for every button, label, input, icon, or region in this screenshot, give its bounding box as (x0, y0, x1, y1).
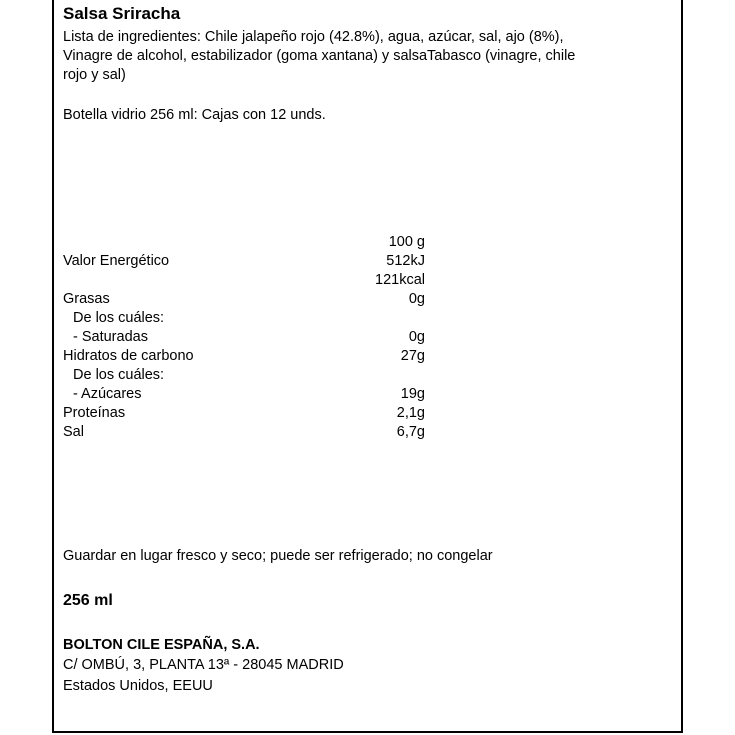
company-address: C/ OMBÚ, 3, PLANTA 13ª - 28045 MADRID (63, 657, 344, 673)
ingredients-line: rojo y sal) (63, 67, 126, 83)
ingredients-line: Lista de ingredientes: Chile jalapeño rojo (42.8%), agua, azúcar, sal, ajo (8%), (63, 29, 564, 45)
nutrition-row-label: De los cuáles: (73, 367, 165, 383)
nutrition-row-value: 2,1g (396, 405, 425, 421)
nutrition-row-label: Proteínas (63, 405, 126, 421)
nutrition-row-label: - Saturadas (73, 329, 148, 345)
nutrition-row-label: - Azúcares (73, 386, 142, 402)
product-title: Salsa Sriracha (63, 4, 181, 23)
nutrition-row-value: 6,7g (396, 424, 425, 440)
company-name: BOLTON CILE ESPAÑA, S.A. (63, 637, 260, 653)
packaging-info: Botella vidrio 256 ml: Cajas con 12 unds. (63, 107, 326, 123)
ingredients-line: Vinagre de alcohol, estabilizador (goma xantana) y salsaTabasco (vinagre, chile (63, 48, 576, 64)
nutrition-row-value: 19g (400, 386, 425, 402)
nutrition-row-value: 121kcal (375, 272, 425, 288)
nutrition-row-label: Grasas (63, 291, 110, 307)
storage-instructions: Guardar en lugar fresco y seco; puede ser refrigerado; no congelar (63, 548, 493, 564)
nutrition-header: 100 g (388, 234, 425, 250)
volume-label: 256 ml (63, 592, 113, 609)
company-country: Estados Unidos, EEUU (63, 678, 213, 694)
nutrition-row-value: 0g (408, 291, 425, 307)
nutrition-row-value: 512kJ (386, 253, 425, 269)
nutrition-row-value: 0g (408, 329, 425, 345)
nutrition-row-value: 27g (400, 348, 425, 364)
ingredients-list (63, 28, 663, 85)
nutrition-row-label: Valor Energético (63, 253, 170, 269)
nutrition-row-label: De los cuáles: (73, 310, 165, 326)
nutrition-row-label: Hidratos de carbono (63, 348, 194, 364)
nutrition-row-label: Sal (63, 424, 84, 440)
